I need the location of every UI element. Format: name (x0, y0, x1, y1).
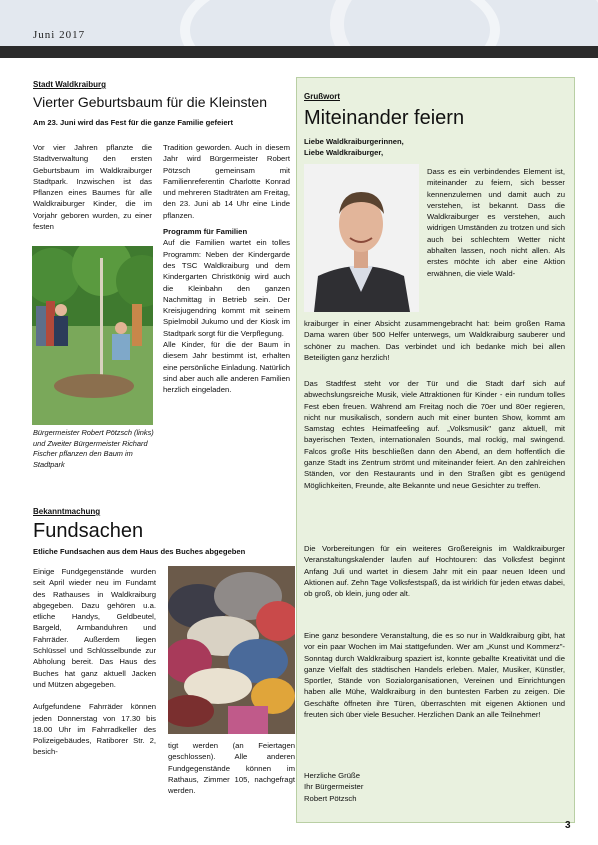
header-band (0, 46, 598, 58)
greeting-closing (304, 770, 504, 804)
greeting-closing-line1: Herzliche Grüße (304, 771, 360, 780)
page-header (0, 0, 598, 58)
mayor-portrait-photo (304, 164, 419, 312)
article1-col2-para1: Tradition geworden. Auch in diesem Jahr wird Bürgermeister Robert Pötzsch gemeinsam mit Familienreferentin Charlotte Konrad und mehreren Stadträten am Freitag, den 23. Juni ab 14 Uhr eine Linde pflanzen. (163, 143, 290, 220)
page-number: 3 (565, 820, 571, 831)
article1-title: Vierter Geburtsbaum für die Kleinsten (33, 94, 267, 110)
article1-kicker: Stadt Waldkraiburg (33, 80, 107, 89)
greeting-para4: Eine ganz besondere Veranstaltung, die es so nur in Waldkraiburg gibt, hat vor ein paar Wochen im Mai stattgefunden. Wer am „Kunst und Kommerz"-Sonntag durch Waldkraiburg spaziert ist, konnte geballte Kreativität und die ganze Vielfalt des städtischen Handels erleben. Maler, Musiker, Künstler, Sportler, Stände von Sozialorganisationen, Vereinen und Einrichtungen haben alle Mühe, Waldkraiburg in den buntesten Farben zu zeigen. Die Geschäfte öffneten ihre Türen, überraschten mit eigenen Aktionen und freuten sich über viele Besucher. Herzlichen Dank an alle Teilnehmer! (304, 631, 565, 720)
article2-para1: Einige Fundgegenstände wurden seit April wieder neu im Fundamt des Rathauses in Waldkraiburg abgegeben. Dazu gehören u.a. etliche Handys, Geldbeutel, Bargeld, Armbanduhren und Fahrräder. Außerdem liegen Schlüssel und Schlüsselbunde zur Abholung bereit. Das Haus des Buches hat ganz aktuell Jacken und Mützen abgegeben. (33, 567, 156, 689)
greeting-salutation-1: Liebe Waldkraiburgerinnen, (304, 137, 404, 146)
issue-date: Juni 2017 (33, 29, 86, 41)
greeting-para1-side: Dass es ein verbindendes Element ist, miteinander zu feiern, sich besser kennenzulernen und damit auch zu verstehen, ist bekannt. Dass die Waldkraiburger es verstehen, auch widrigen Umständen zu trotzen und sich auch bei schlechtem Wetter nicht abhalten lassen, noch nicht allen. Als erstes möchte ich aber eine Aktion erwähnen, die viele Wald- (427, 167, 565, 278)
article2-kicker: Bekanntmachung (33, 507, 101, 516)
article2-subtitle: Etliche Fundsachen aus dem Haus des Buches abgegeben (33, 547, 246, 556)
article1-subtitle: Am 23. Juni wird das Fest für die ganze Familie gefeiert (33, 118, 234, 127)
greeting-salutation-2: Liebe Waldkraiburger, (304, 148, 384, 157)
article1-col2-para3: Alle Kinder, für die der Baum in diesem Jahr bestimmt ist, erhalten eine persönliche Einladung. Natürlich sind aber auch alle anderen Familien herzlich eingeladen. (163, 340, 290, 395)
article1-photo-caption: Bürgermeister Robert Pötzsch (links) und Zweiter Bürgermeister Richard Fischer pflanzen den Baum im Stadtpark (33, 428, 154, 469)
greeting-para3: Die Vorbereitungen für ein weiteres Großereignis im Waldkraiburger Veranstaltungskalender laufen auf Hochtouren: das Volksfest beginnt Anfang Juli und wartet in diesem Jahr mit ein paar neuen Ideen und Aktionen auf. Zehn Tage Volksfestspaß, da ist wirklich für jeden etwas dabei, ob groß, ob klein, jung oder alt. (304, 544, 565, 599)
lost-items-photo (168, 566, 295, 734)
greeting-title: Miteinander feiern (304, 107, 465, 129)
article2-col2-text: tigt werden (an Feiertagen geschlossen). Alle anderen Fundgegenstände können im Rathaus, Zimmer 105, nachgefragt werden. (168, 741, 295, 796)
article1-col2-heading: Programm für Familien (163, 227, 248, 237)
greeting-closing-line2: Ihr Bürgermeister (304, 782, 364, 792)
greeting-para2: Das Stadtfest steht vor der Tür und die Stadt darf sich auf abwechslungsreiche Musik, viele Attraktionen für Kinder - ein rundum tolles Fest eben freuen. Während am Freitag noch die 70er und 80er regieren, nicht nur musikalisch, sondern auch mit einer bunten Show, kommt am Samstag echtes Heimatfeeling auf. „Volksmusik" ganz aktuell, mit bayerischen Texten, internationalen Sounds, mal rockig, mal swingend. Falcos große Hits beschließen dann den Abend, an dem hoffentlich die ganze Stadt ins Zentrum strömt und miteinander feiert. An den zahlreichen Ständen, vor den Restaurants und in den Straßen gibt es genügend Möglichkeiten, Freunde, alte Bekannte und neue Gesichter zu treffen. (304, 379, 565, 490)
greeting-closing-line3: Robert Pötzsch (304, 793, 357, 803)
article1-col1-text: Vor vier Jahren pflanzte die Stadtverwaltung den ersten Geburtsbaum im Waldkraiburger Stadtpark. Inzwischen ist das Pflanzen eines Baumes für alle Waldkraiburger Kinder, die im Vorjahr geboren wurden, zu einer festen (33, 143, 152, 232)
article1-col2-text (163, 142, 290, 396)
tree-planting-photo (32, 246, 153, 425)
greeting-para1-full: kraiburger in einer Absicht zusammengebracht hat: beim großen Rama Dama waren über 500 Helfer unterwegs, um Waldkraiburg sauberer und schöner zu machen. Das verbindet und ich bedanke mich bei allen Beteiligten ganz herzlich! (304, 319, 565, 362)
article2-col1-text (33, 566, 156, 758)
article2-para2: Aufgefundene Fahrräder können jeden Donnerstag von 17.30 bis 18.00 Uhr im Fahrradkeller des Polizeigebäudes, Ratiborer Str. 2, besich- (33, 702, 156, 757)
article2-title: Fundsachen (33, 520, 144, 542)
greeting-kicker: Grußwort (304, 92, 340, 101)
article1-col2-para2: Auf die Familien wartet ein tolles Programm: Neben der Kindergarde des TSC Waldkraiburg und dem Kindergarten Christkönig wird auch die Kleinbahn den ganzen Nachmittag in Betrieb sein. Der Kreisjugendring kommt mit seinem Spielmobil Jukumo und der Kiosk im Stadtpark sorgt für die Verpflegung. (163, 238, 290, 338)
